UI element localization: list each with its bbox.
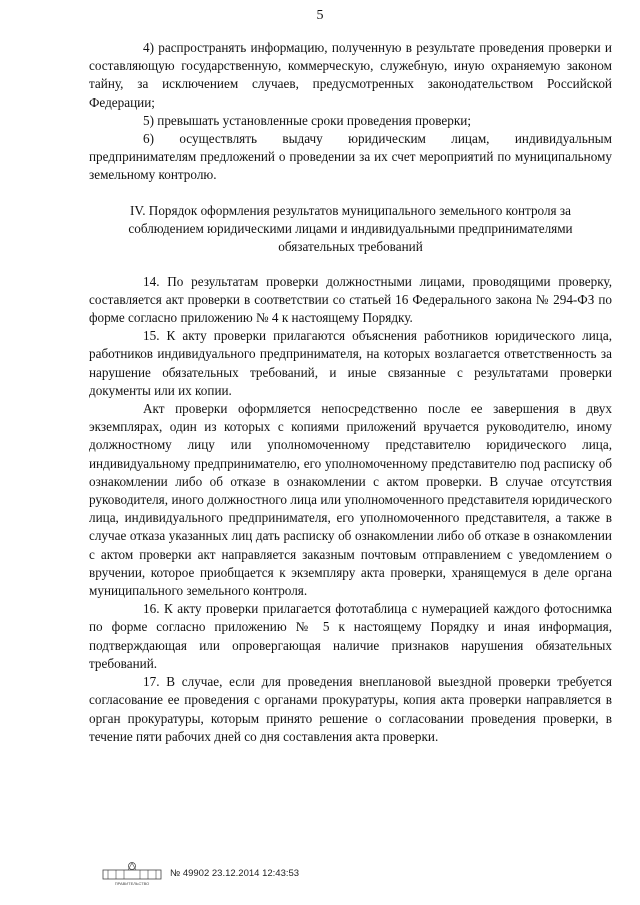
section-heading: IV. Порядок оформления результатов муниципального земельного контроля за соблюдением юридическими лицами и индивидуальными предпринимателями обязательных требований — [128, 202, 573, 254]
paragraph-15: 15. К акту проверки прилагаются объяснения работников юридического лица, работников индивидуального предпринимателя, на которых возлагается ответственность за нарушение обязательных требований, и иные связанные с результатами проверки документы или их копии. — [89, 328, 612, 398]
emblem-caption: ПРАВИТЕЛЬСТВО — [114, 881, 150, 886]
list-item: 4) распространять информацию, полученную в результате проведения проверки и составляющую государственную, коммерческую, служебную, иную охраняемую законом тайну, за исключением случаев, предусмотренных законодательством Российской Федерации; — [89, 40, 612, 110]
government-emblem-icon — [102, 860, 162, 886]
paragraph-16: 16. К акту проверки прилагается фототаблица с нумерацией каждого фотоснимка по форме согласно приложению № 5 к настоящему Порядку и иная информация, подтверждающая или опровергающая наличие признаков нарушения обязательных требований. — [89, 601, 612, 671]
paragraph-act: Акт проверки оформляется непосредственно после ее завершения в двух экземплярах, один из которых с копиями приложений вручается руководителю, иному должностному лицу или уполномоченному представителю юридического лица, индивидуальному предпринимателю, его уполномоченному представителю под расписку об ознакомлении либо об отказе в ознакомлении с актом проверки. В случае отсутствия руководителя, иного должностного лица или уполномоченного представителя юридического лица, индивидуального предпринимателя, его уполномоченного представителя, а также в случае отказа указанных лиц дать расписку об ознакомлении либо об отказе в ознакомлении с актом проверки акт направляется заказным почтовым отправлением с уведомлением о вручении, которое приобщается к экземпляру акта проверки, хранящемуся в деле органа муниципального земельного контроля. — [89, 401, 612, 599]
paragraph-17: 17. В случае, если для проведения внеплановой выездной проверки требуется согласование ее проведения с органами прокуратуры, копия акта проверки направляется в орган прокуратуры, которым принято решение о согласовании проведения проверки, в течение пяти рабочих дней со дня составления акта проверки. — [89, 674, 612, 744]
document-stamp — [102, 860, 299, 886]
list-item: 5) превышать установленные сроки проведения проверки; — [143, 112, 471, 128]
registration-stamp-text: № 49902 23.12.2014 12:43:53 — [170, 867, 300, 879]
list-item: 6) осуществлять выдачу юридическим лицам, индивидуальным предпринимателям предложений о проведении за их счет мероприятий по муниципальному земельному контролю. — [89, 131, 612, 183]
paragraph-14: 14. По результатам проверки должностными лицами, проводящими проверку, составляется акт проверки в соответствии со статьей 16 Федерального закона № 294-ФЗ по форме согласно приложению № 4 к настоящему Порядку. — [89, 273, 612, 326]
page-number: 5 — [316, 8, 324, 23]
document-body — [89, 39, 612, 746]
